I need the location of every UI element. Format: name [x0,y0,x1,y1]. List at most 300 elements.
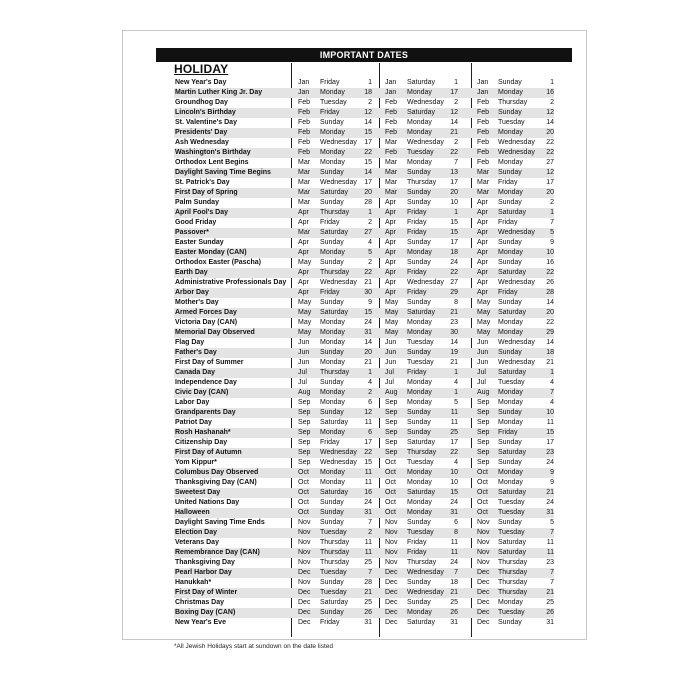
day-number-cell: 30 [364,289,372,296]
day-number-cell: 7 [368,569,372,576]
table-row [174,588,554,598]
weekday-cell: Thursday [498,99,528,106]
day-number-cell: 22 [364,149,372,156]
day-number-cell: 2 [550,199,554,206]
month-cell: Oct [477,499,488,506]
day-number-cell: 11 [450,419,458,426]
day-number-cell: 2 [454,139,458,146]
weekday-cell: Sunday [498,349,522,356]
month-cell: Apr [385,199,396,206]
month-cell: Sep [385,399,398,406]
month-cell: Jan [298,79,310,86]
holiday-name: First Day of Spring [175,189,238,196]
weekday-cell: Sunday [407,259,431,266]
month-cell: Feb [385,129,398,136]
weekday-cell: Wednesday [320,139,357,146]
month-cell: Sep [385,439,398,446]
day-number-cell: 17 [364,439,372,446]
day-number-cell: 12 [364,109,372,116]
month-cell: Aug [385,389,398,396]
weekday-cell: Wednesday [320,279,357,286]
month-cell: Jun [385,359,397,366]
weekday-cell: Monday [407,399,432,406]
month-cell: Oct [385,489,396,496]
weekday-cell: Saturday [498,539,527,546]
holiday-name: Washington's Birthday [175,149,251,156]
holiday-name: Orthodox Easter (Pascha) [175,259,261,266]
month-cell: May [385,319,399,326]
holiday-name: Arbor Day [175,289,209,296]
day-number-cell: 11 [546,549,554,556]
table-row [174,98,554,108]
weekday-cell: Monday [320,89,345,96]
day-number-cell: 12 [546,169,554,176]
holiday-name: Hanukkah* [175,579,212,586]
month-cell: Jun [385,339,397,346]
month-cell: Dec [477,589,490,596]
weekday-cell: Monday [320,319,345,326]
weekday-cell: Wednesday [407,279,444,286]
table-row [174,268,554,278]
month-cell: May [385,309,399,316]
day-number-cell: 14 [364,119,372,126]
month-cell: Nov [385,539,398,546]
day-number-cell: 31 [364,329,372,336]
month-cell: Dec [385,609,398,616]
weekday-cell: Monday [407,609,432,616]
day-number-cell: 13 [450,169,458,176]
month-cell: Jun [385,349,397,356]
weekday-cell: Monday [407,379,432,386]
weekday-cell: Monday [407,329,432,336]
month-cell: Jul [477,379,486,386]
day-number-cell: 11 [364,469,372,476]
weekday-cell: Sunday [407,599,431,606]
holiday-name: Easter Monday (CAN) [175,249,247,256]
day-number-cell: 22 [450,149,458,156]
holiday-name: Good Friday [175,219,217,226]
weekday-cell: Sunday [320,409,344,416]
day-number-cell: 7 [454,159,458,166]
day-number-cell: 12 [364,409,372,416]
weekday-cell: Monday [320,469,345,476]
holiday-name: First Day of Autumn [175,449,242,456]
table-row [174,128,554,138]
weekday-cell: Friday [320,439,340,446]
holiday-name: Sweetest Day [175,489,221,496]
day-number-cell: 11 [364,479,372,486]
table-row [174,508,554,518]
day-number-cell: 2 [368,99,372,106]
day-number-cell: 8 [454,529,458,536]
month-cell: Oct [298,489,309,496]
day-number-cell: 20 [450,189,458,196]
table-row [174,248,554,258]
day-number-cell: 24 [450,499,458,506]
day-number-cell: 24 [364,499,372,506]
month-cell: Oct [385,459,396,466]
month-cell: Sep [477,419,490,426]
weekday-cell: Sunday [498,169,522,176]
table-row [174,318,554,328]
month-cell: Sep [477,429,490,436]
month-cell: Nov [385,549,398,556]
weekday-cell: Wednesday [498,149,535,156]
month-cell: Sep [477,449,490,456]
weekday-cell: Sunday [498,409,522,416]
month-cell: Apr [477,219,488,226]
day-number-cell: 17 [450,179,458,186]
table-row [174,518,554,528]
month-cell: Nov [477,519,490,526]
month-cell: Mar [298,169,311,176]
month-cell: Dec [385,619,398,626]
holiday-name: Independence Day [175,379,237,386]
weekday-cell: Tuesday [320,569,347,576]
month-cell: Feb [298,149,311,156]
day-number-cell: 22 [546,149,554,156]
holiday-name: Groundhog Day [175,99,228,106]
weekday-cell: Saturday [407,109,436,116]
month-cell: Nov [298,529,311,536]
day-number-cell: 20 [546,189,554,196]
weekday-cell: Friday [498,429,518,436]
day-number-cell: 25 [450,599,458,606]
month-cell: Sep [298,429,311,436]
month-cell: Oct [298,479,309,486]
day-number-cell: 9 [550,479,554,486]
table-row [174,458,554,468]
day-number-cell: 21 [450,129,458,136]
month-cell: Feb [477,139,490,146]
weekday-cell: Friday [407,219,427,226]
month-cell: Dec [298,609,311,616]
table-row [174,138,554,148]
day-number-cell: 9 [550,239,554,246]
month-cell: Sep [298,399,311,406]
weekday-cell: Saturday [498,549,527,556]
day-number-cell: 24 [546,459,554,466]
month-cell: May [298,259,312,266]
day-number-cell: 15 [450,219,458,226]
month-cell: Nov [298,539,311,546]
table-row [174,438,554,448]
weekday-cell: Saturday [498,449,527,456]
day-number-cell: 7 [550,529,554,536]
weekday-cell: Tuesday [498,379,525,386]
day-number-cell: 15 [364,459,372,466]
month-cell: May [385,299,399,306]
holiday-name: Patriot Day [175,419,212,426]
weekday-cell: Sunday [498,299,522,306]
weekday-cell: Sunday [498,619,522,626]
month-cell: Mar [477,179,490,186]
weekday-cell: Tuesday [498,609,525,616]
day-number-cell: 31 [364,509,372,516]
day-number-cell: 31 [546,509,554,516]
weekday-cell: Thursday [498,569,528,576]
holiday-name: Ash Wednesday [175,139,229,146]
month-cell: Mar [385,179,398,186]
weekday-cell: Friday [320,619,340,626]
month-cell: May [477,299,491,306]
month-cell: Nov [385,529,398,536]
month-cell: Nov [298,559,311,566]
month-cell: Oct [385,469,396,476]
holiday-name: Passover* [175,229,209,236]
holiday-name: Grandparents Day [175,409,236,416]
day-number-cell: 23 [450,319,458,326]
weekday-cell: Friday [320,109,340,116]
month-cell: Mar [298,229,311,236]
month-cell: Feb [298,139,311,146]
day-number-cell: 31 [546,619,554,626]
holiday-name: Thanksgiving Day [175,559,235,566]
table-row [174,488,554,498]
weekday-cell: Monday [320,129,345,136]
table-row [174,548,554,558]
month-cell: Feb [298,99,311,106]
holiday-name: Orthodox Lent Begins [175,159,249,166]
table-row [174,528,554,538]
month-cell: Apr [477,259,488,266]
day-number-cell: 14 [450,339,458,346]
weekday-cell: Tuesday [407,529,434,536]
day-number-cell: 5 [550,229,554,236]
month-cell: Jul [298,369,307,376]
day-number-cell: 24 [546,499,554,506]
month-cell: May [298,309,312,316]
day-number-cell: 17 [546,179,554,186]
month-cell: Feb [298,119,311,126]
table-row [174,298,554,308]
month-cell: Apr [298,209,309,216]
day-number-cell: 24 [450,559,458,566]
holiday-name: First Day of Summer [175,359,244,366]
day-number-cell: 14 [450,119,458,126]
weekday-cell: Wednesday [320,179,357,186]
weekday-cell: Saturday [320,189,349,196]
weekday-cell: Thursday [320,549,350,556]
weekday-cell: Monday [498,399,523,406]
day-number-cell: 21 [364,359,372,366]
month-cell: Apr [477,269,488,276]
holiday-name: Armed Forces Day [175,309,237,316]
table-row [174,208,554,218]
day-number-cell: 31 [364,619,372,626]
day-number-cell: 22 [546,269,554,276]
day-number-cell: 21 [450,589,458,596]
weekday-cell: Friday [407,289,427,296]
table-row [174,198,554,208]
weekday-cell: Sunday [320,579,344,586]
weekday-cell: Monday [407,479,432,486]
month-cell: Mar [477,169,490,176]
holiday-name: New Year's Eve [175,619,226,626]
day-number-cell: 1 [454,389,458,396]
weekday-cell: Monday [498,159,523,166]
section-title: HOLIDAY [174,62,229,76]
day-number-cell: 20 [364,349,372,356]
weekday-cell: Sunday [407,349,431,356]
month-cell: Apr [477,199,488,206]
month-cell: Apr [298,239,309,246]
holiday-name: Canada Day [175,369,216,376]
day-number-cell: 1 [454,79,458,86]
day-number-cell: 27 [450,279,458,286]
weekday-cell: Wednesday [498,339,535,346]
weekday-cell: Monday [407,469,432,476]
day-number-cell: 22 [546,139,554,146]
day-number-cell: 10 [450,469,458,476]
weekday-cell: Monday [498,249,523,256]
month-cell: Sep [385,449,398,456]
weekday-cell: Sunday [320,609,344,616]
day-number-cell: 15 [364,309,372,316]
weekday-cell: Sunday [407,169,431,176]
month-cell: Apr [385,289,396,296]
day-number-cell: 11 [450,539,458,546]
holiday-name: Lincoln's Birthday [175,109,236,116]
table-row [174,498,554,508]
table-row [174,228,554,238]
day-number-cell: 21 [364,279,372,286]
month-cell: Mar [385,169,398,176]
month-cell: May [477,329,491,336]
month-cell: Feb [477,149,490,156]
weekday-cell: Wednesday [407,569,444,576]
holiday-name: Thanksgiving Day (CAN) [175,479,257,486]
table-row [174,428,554,438]
month-cell: Jun [477,349,489,356]
day-number-cell: 22 [364,269,372,276]
table-row [174,258,554,268]
month-cell: Apr [298,269,309,276]
day-number-cell: 14 [546,119,554,126]
day-number-cell: 22 [450,269,458,276]
holiday-name: Memorial Day Observed [175,329,255,336]
holiday-name: Remembrance Day (CAN) [175,549,260,556]
table-row [174,108,554,118]
table-row [174,378,554,388]
weekday-cell: Monday [498,479,523,486]
day-number-cell: 16 [546,89,554,96]
weekday-cell: Friday [407,229,427,236]
table-row [174,408,554,418]
month-cell: Apr [298,289,309,296]
month-cell: Apr [477,289,488,296]
month-cell: Nov [477,549,490,556]
weekday-cell: Thursday [407,559,437,566]
weekday-cell: Monday [320,429,345,436]
month-cell: Nov [385,519,398,526]
day-number-cell: 17 [450,239,458,246]
day-number-cell: 21 [450,309,458,316]
month-cell: Jun [298,339,310,346]
month-cell: Mar [298,179,311,186]
day-number-cell: 17 [364,139,372,146]
weekday-cell: Thursday [320,539,350,546]
weekday-cell: Sunday [320,169,344,176]
day-number-cell: 25 [546,599,554,606]
weekday-cell: Sunday [320,349,344,356]
holiday-name: Administrative Professionals Day [175,279,287,286]
weekday-cell: Friday [320,219,340,226]
weekday-cell: Saturday [320,599,349,606]
day-number-cell: 4 [454,379,458,386]
table-row [174,418,554,428]
weekday-cell: Tuesday [498,529,525,536]
day-number-cell: 7 [550,389,554,396]
weekday-cell: Tuesday [407,359,434,366]
holiday-name: Citizenship Day [175,439,228,446]
month-cell: Nov [298,579,311,586]
month-cell: Dec [477,599,490,606]
weekday-cell: Saturday [407,439,436,446]
weekday-cell: Sunday [320,379,344,386]
table-row [174,218,554,228]
table-row [174,558,554,568]
weekday-cell: Saturday [320,419,349,426]
weekday-cell: Wednesday [498,359,535,366]
holiday-name: Martin Luther King Jr. Day [175,89,263,96]
month-cell: Dec [385,579,398,586]
day-number-cell: 20 [364,189,372,196]
weekday-cell: Monday [320,359,345,366]
holiday-name: Earth Day [175,269,208,276]
page-header-bar: IMPORTANT DATES [156,48,572,62]
weekday-cell: Tuesday [407,459,434,466]
month-cell: Feb [385,149,398,156]
month-cell: Jan [298,89,310,96]
holiday-name: Mother's Day [175,299,219,306]
day-number-cell: 15 [450,229,458,236]
holiday-name: Boxing Day (CAN) [175,609,236,616]
weekday-cell: Sunday [407,519,431,526]
footnote: *All Jewish Holidays start at sundown on the date listed [174,643,333,650]
weekday-cell: Monday [320,149,345,156]
month-cell: Apr [385,259,396,266]
holiday-name: Daylight Saving Time Begins [175,169,271,176]
day-number-cell: 9 [368,299,372,306]
weekday-cell: Sunday [498,239,522,246]
month-cell: Apr [385,229,396,236]
month-cell: May [477,309,491,316]
month-cell: Feb [385,109,398,116]
month-cell: Apr [385,269,396,276]
holiday-name: Daylight Saving Time Ends [175,519,265,526]
month-cell: Oct [477,469,488,476]
day-number-cell: 21 [546,589,554,596]
weekday-cell: Thursday [320,559,350,566]
weekday-cell: Monday [498,389,523,396]
weekday-cell: Wednesday [320,459,357,466]
weekday-cell: Sunday [498,109,522,116]
day-number-cell: 4 [368,379,372,386]
month-cell: Sep [477,439,490,446]
month-cell: Oct [298,509,309,516]
month-cell: Feb [477,99,490,106]
table-row [174,158,554,168]
holiday-name: Father's Day [175,349,217,356]
month-cell: Nov [298,519,311,526]
holiday-name: St. Valentine's Day [175,119,237,126]
month-cell: Apr [298,219,309,226]
holiday-name: Rosh Hashanah* [175,429,231,436]
weekday-cell: Saturday [498,309,527,316]
month-cell: Jul [298,379,307,386]
weekday-cell: Sunday [320,299,344,306]
